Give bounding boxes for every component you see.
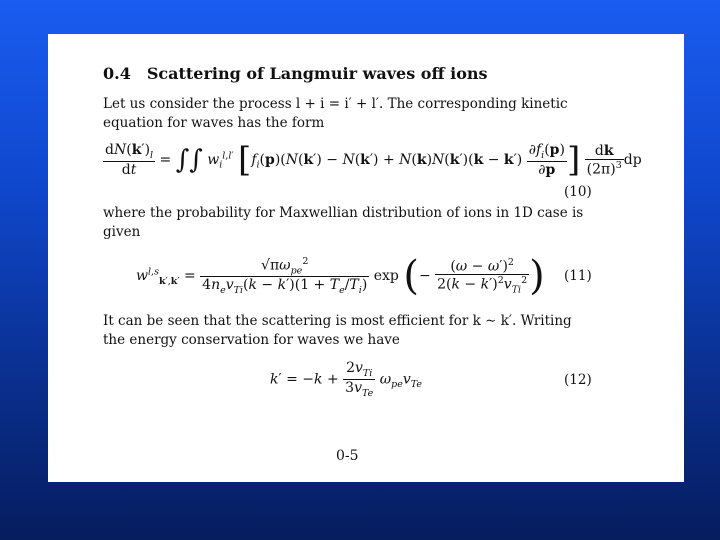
document-page: [48, 34, 684, 482]
paragraph-line: the energy conservation for waves we have: [103, 332, 400, 348]
section-title: Scattering of Langmuir waves off ions: [146, 64, 488, 83]
paragraph-line: equation for waves has the form: [103, 115, 325, 131]
paragraph-line: Let us consider the process l + i = i′ + l′. The corresponding kinetic: [103, 96, 568, 112]
paragraph-line: It can be seen that the scattering is most efficient for k ∼ k′. Writing: [103, 313, 572, 329]
paragraph-line: given: [103, 224, 141, 240]
equation-number: (11): [564, 268, 592, 284]
paragraph-line: where the probability for Maxwellian distribution of ions in 1D case is: [103, 205, 584, 221]
equation-10: $\frac{dN(k')_l}{dt}$ = ∫∫ $w_i^{l,l'}$ [$f_i(p)(N(k') - N(k') + N(k)N(k')(k - k')$ $\frac{\partial f_i(p)}{\partial p}$ ] $\frac{dk}{(2\pi)^3}$ dp: [105, 139, 642, 180]
page-number: 0-5: [336, 448, 359, 464]
equation-12: k′ = −k + $\frac{2v_{Ti}}{3v_{Te}}$ $\omega_{pe}v_{Te}$: [270, 360, 422, 399]
equation-number: (12): [564, 372, 592, 388]
section-heading: [103, 64, 488, 83]
equation-number: (10): [564, 184, 592, 200]
equation-11: $w^{l,s}_{k',k'}$ = $\frac{√\pi\omega_{pe}^2}{4n_ev_{Ti}(k - k')(1 + T_e/T_i)}$ exp (− $\frac{(\omega - \omega')^2}{2(k - k')^2v_{Ti}^2}$ ): [136, 253, 545, 300]
section-number: 0.4: [103, 64, 131, 83]
